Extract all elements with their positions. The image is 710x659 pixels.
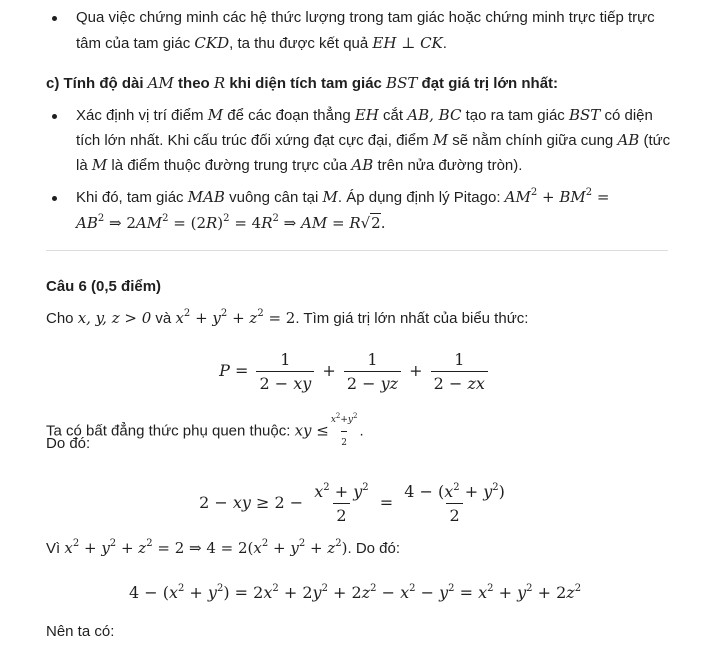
section-divider [46,250,668,251]
question-6-heading: Câu 6 (0,5 điểm) [46,278,162,295]
hence-label: Nên ta có: [46,623,115,640]
therefore-label: Do đó: [46,435,91,452]
text-line: Khi đó, tam giác MAB vuông cân tại M. Áp dụng định lý Pitago: $AM^2 + BM^2$ = [76,187,610,206]
text-line: Qua việc chứng minh các hệ thức lượng trong tam giác hoặc chứng minh trực tiếp trực [76,9,655,26]
text-line: Xác định vị trí điểm M để các đoạn thẳng EH cắt AB, BC tạo ra tam giác BST có diện [76,106,653,124]
text-line: là M là điểm thuộc đường trung trực của AB trên nửa đường tròn). [76,156,523,174]
equation-p: P = $\frac{1}{2 - xy}$ + $\frac{1}{2 - yz}$ + $\frac{1}{2 - zx}$ [0,350,710,393]
bullet-dot [52,16,57,21]
equation-inequality-chain: 2 − xy ≥ 2 − $\frac{x^2 + y^2}{2}$ = $\frac{4 - (x^2 + y^2)}{2}$ [199,482,505,525]
auxiliary-inequality: Ta có bất đẳng thức phụ quen thuộc: xy ≤ $\frac{x^2+y^2}{2}$ . [46,409,364,454]
since-line: Vì $x^2 + y^2 + z^2 = 2$ ⇒ $4 = 2(x^2 + y^2 + z^2)$. Do đó: [46,538,401,557]
section-heading-c: c) Tính độ dài AM theo R khi diện tích tam giác BST đạt giá trị lớn nhất: [46,74,559,92]
pythagoras-formula-line: $AB^2$ ⇒ $2AM^2 = (2R)^2 = 4R^2$ ⇒ AM = R√2. [76,213,386,232]
equation-expansion: $4 - (x^2 + y^2) = 2x^2 + 2y^2 + 2z^2 - x^2 - y^2 = x^2 + y^2 + 2z^2$ [128,583,582,602]
constraint-formula: $x^2 + y^2 + z^2 = 2$ [175,308,296,327]
text-line: tâm của tam giác CKD, ta thu được kết quả EH ⊥ CK. [76,34,447,52]
bullet-dot [52,114,57,119]
pythagoras-formula-start: $AM^2 + BM^2$ = [504,187,610,206]
text-line: tích lớn nhất. Khi cấu trúc đối xứng đạt cực đại, điểm M sẽ nằm chính giữa cung AB (tức [76,131,671,149]
question-6-intro: Cho x, y, z > 0 và $x^2 + y^2 + z^2 = 2$. Tìm giá trị lớn nhất của biểu thức: [46,308,529,327]
bullet-dot [52,196,57,201]
